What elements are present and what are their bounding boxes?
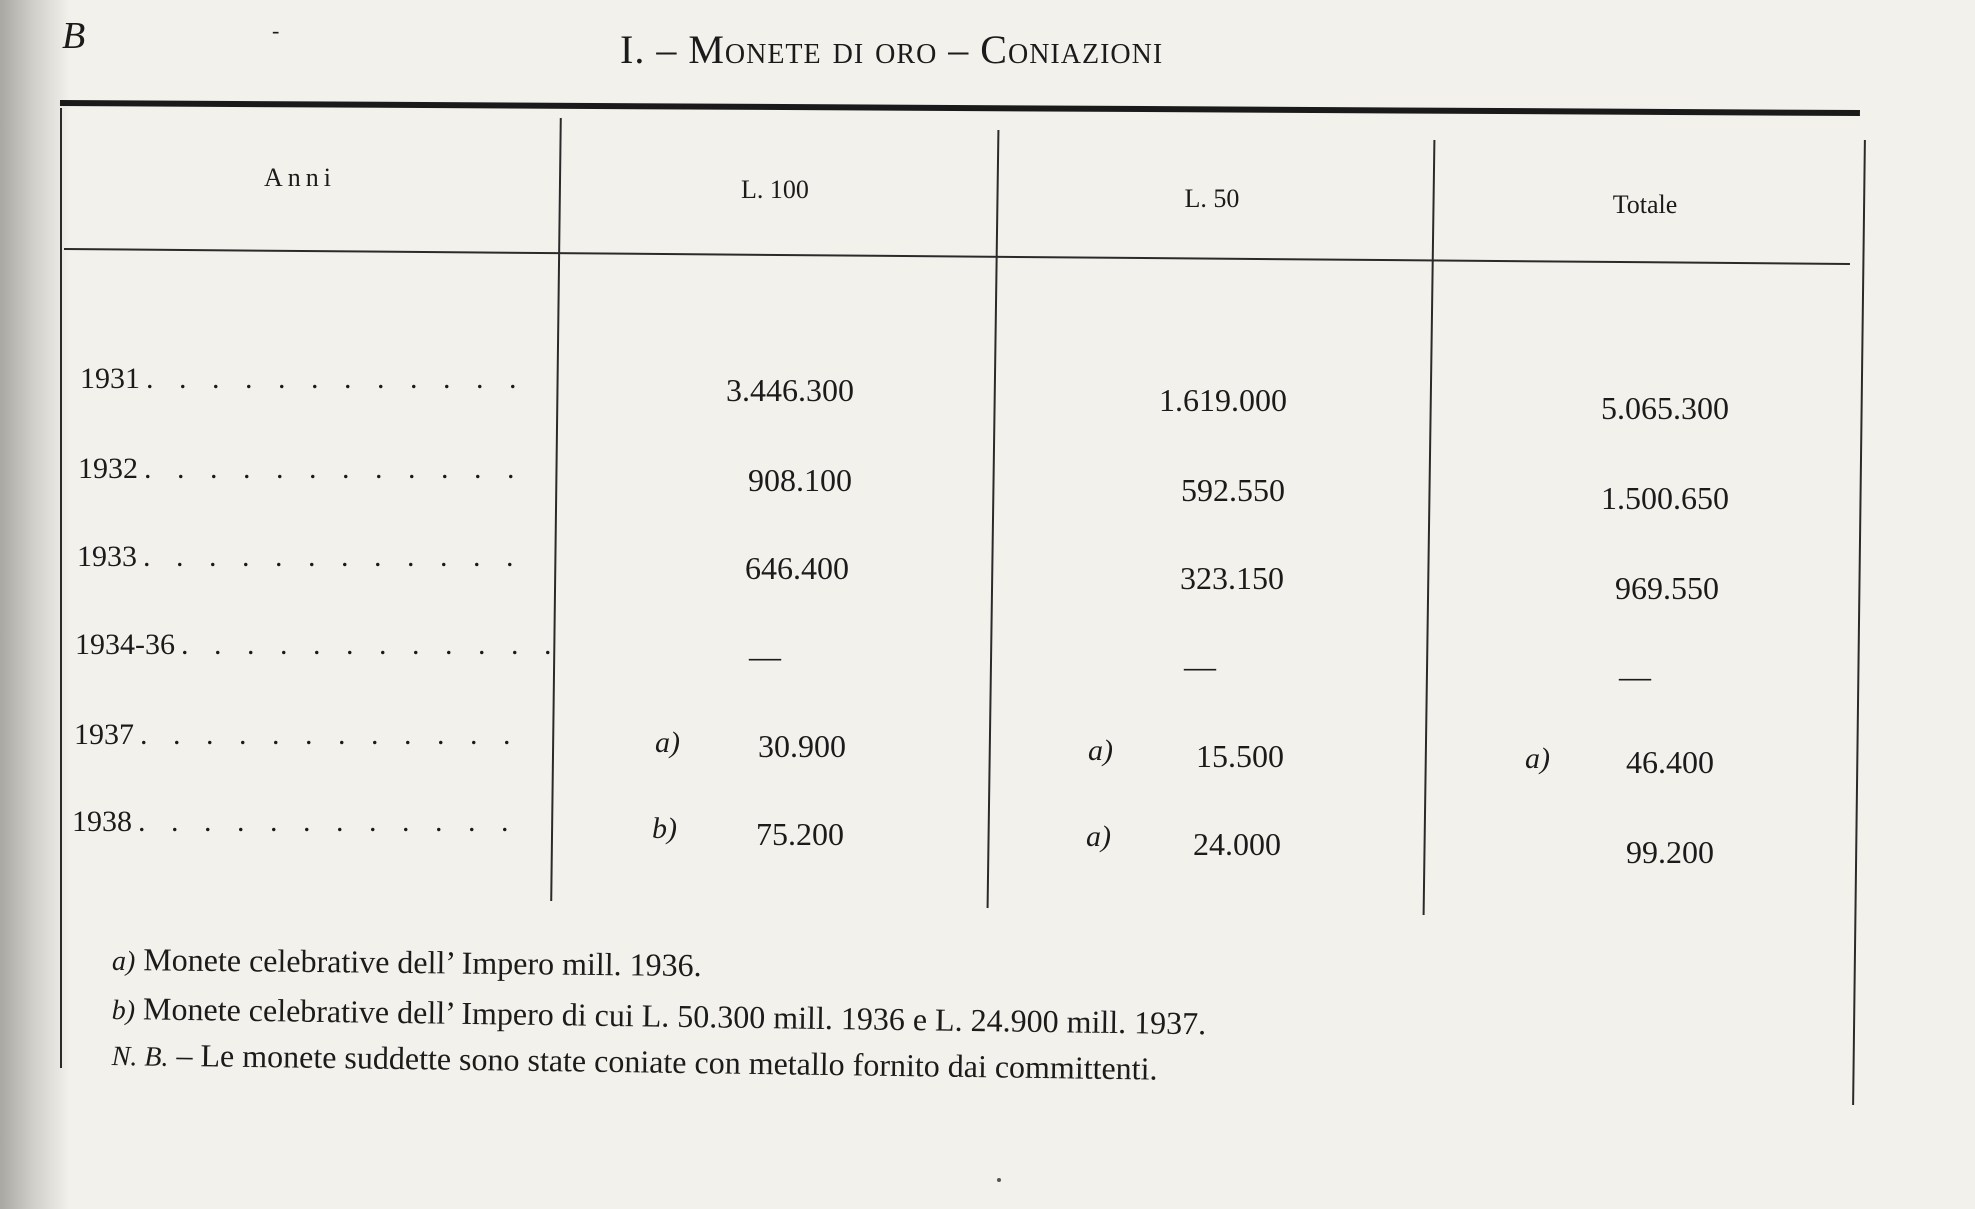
- col-divider-2: [987, 130, 1000, 908]
- cell-l100-1934-36: —: [749, 638, 781, 674]
- cell-l100-1932: 908.100: [748, 462, 852, 498]
- note-mark-totale-1937: a): [1525, 742, 1550, 775]
- row-year-1933: 1933 . . . . . . . . . . . .: [77, 540, 523, 573]
- cell-totale-1934-36: —: [1619, 658, 1651, 694]
- header-anni: Anni: [264, 163, 336, 192]
- cell-totale-1933: 969.550: [1615, 570, 1719, 606]
- footnote-b: [111, 990, 1206, 1042]
- note-mark-l50-1938: a): [1086, 820, 1111, 853]
- footnote-nb-text: – Le monete suddette sono state coniate con metallo fornito dai committenti.: [176, 1036, 1158, 1087]
- cell-l100-1937: 30.900: [758, 728, 846, 764]
- footnote-b-mark: b): [111, 994, 136, 1027]
- header-l100: L. 100: [741, 175, 809, 204]
- footnote-a-mark: a): [111, 945, 136, 978]
- left-border: [60, 108, 62, 1068]
- note-mark-l50-1937: a): [1088, 734, 1113, 767]
- footnote-a-text: Monete celebrative dell’ Impero mill. 1936.: [143, 941, 702, 984]
- cell-totale-1937: 46.400: [1626, 744, 1714, 780]
- page-mark: -: [272, 18, 280, 43]
- row-year-1937: 1937 . . . . . . . . . . . .: [74, 718, 520, 751]
- footnote-nb-mark: N. B.: [111, 1040, 169, 1073]
- cell-l50-1938: 24.000: [1193, 826, 1281, 862]
- header-totale: Totale: [1612, 190, 1678, 219]
- footnote-b-text: Monete celebrative dell’ Impero di cui L. 50.300 mill. 1936 e L. 24.900 mill. 1937.: [142, 990, 1207, 1042]
- footnote-a: [112, 941, 702, 984]
- note-mark-l100-1938: b): [652, 812, 677, 845]
- table-title: I. – Monete di oro – Coniazioni: [620, 27, 1164, 72]
- cell-l100-1938: 75.200: [756, 816, 844, 852]
- note-mark-l100-1937: a): [655, 726, 680, 759]
- footnote-nb: [111, 1036, 1157, 1088]
- cell-l100-1933: 646.400: [745, 550, 849, 586]
- cell-l100-1931: 3.446.300: [726, 372, 854, 408]
- paper-speck: [997, 1178, 1001, 1182]
- right-border: [1852, 140, 1866, 1105]
- cell-l50-1937: 15.500: [1196, 738, 1284, 774]
- header-l50: L. 50: [1184, 184, 1240, 213]
- col-divider-1: [550, 118, 562, 901]
- row-year-1931: 1931 . . . . . . . . . . . .: [80, 362, 526, 395]
- cell-totale-1931: 5.065.300: [1601, 390, 1729, 426]
- cell-totale-1938: 99.200: [1626, 834, 1714, 870]
- header-rule: [64, 248, 1850, 265]
- top-rule: [60, 100, 1860, 116]
- cell-l50-1931: 1.619.000: [1159, 382, 1287, 418]
- col-divider-3: [1423, 140, 1436, 915]
- row-year-1938: 1938 . . . . . . . . . . . .: [72, 805, 518, 838]
- row-year-1934-36: 1934-36 . . . . . . . . . . . .: [75, 628, 561, 661]
- cell-l50-1934-36: —: [1184, 648, 1216, 684]
- page-letter: B: [62, 15, 86, 57]
- cell-totale-1932: 1.500.650: [1601, 480, 1729, 516]
- cell-l50-1933: 323.150: [1180, 560, 1284, 596]
- row-year-1932: 1932 . . . . . . . . . . . .: [78, 452, 524, 485]
- cell-l50-1932: 592.550: [1181, 472, 1285, 508]
